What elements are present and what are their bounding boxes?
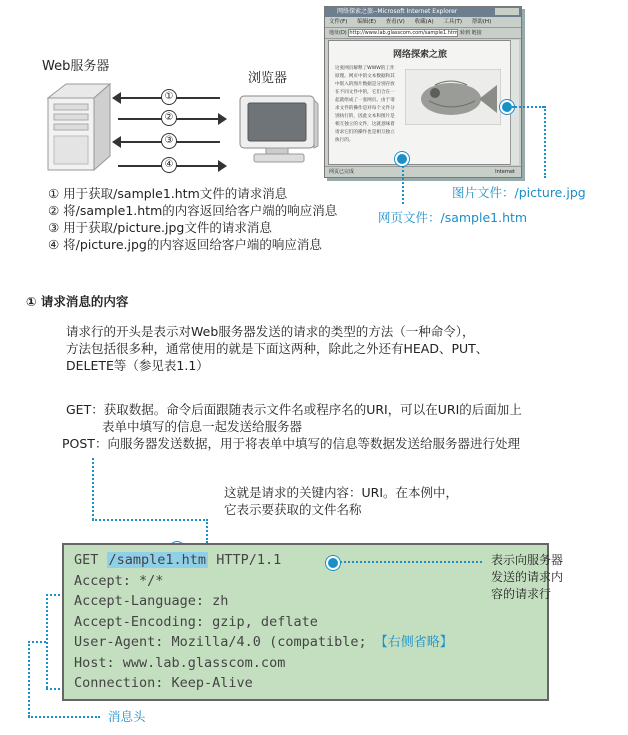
step-1: ① 用于获取/sample1.htm文件的请求消息 bbox=[48, 186, 288, 201]
page-body-text: 这张网页解释了WWW的工作原理。网页中的文本数据和其中嵌入的图片数据是分别存放在不同文件中的，它们合在一起就组成了一张网页。由于请求文件的操作是对每个文件分别执行的，因此文本和图片是相互独立的文件，这就意味着请求它们的操作也是相互独立执行的。 bbox=[335, 66, 395, 143]
browser-menubar bbox=[325, 17, 521, 28]
header-bracket-stub bbox=[28, 641, 46, 643]
header-connector-v bbox=[28, 641, 30, 717]
arrow-2-number: ② bbox=[161, 110, 177, 126]
go-button[interactable]: 转到 bbox=[459, 30, 470, 36]
picture-file-label: 图片文件：/picture.jpg bbox=[452, 185, 586, 200]
fish-picture bbox=[405, 69, 501, 125]
browser-window bbox=[324, 6, 522, 178]
browser-label: 浏览器 bbox=[248, 71, 288, 86]
user-agent-text: User-Agent: Mozilla/4.0 (compatible; bbox=[74, 634, 375, 650]
request-uri: /sample1.htm bbox=[108, 552, 207, 568]
arrow-1-number: ① bbox=[161, 89, 177, 105]
header-host: Host: www.lab.glasscom.com bbox=[74, 654, 286, 671]
step-4: ④ 将/picture.jpg的内容返回给客户端的响应消息 bbox=[48, 237, 322, 252]
step-2: ② 将/sample1.htm的内容返回给客户端的响应消息 bbox=[48, 203, 338, 218]
request-line-note-2: 发送的请求内 bbox=[491, 570, 564, 584]
uri-note-line-2: 它表示要获取的文件名称 bbox=[224, 502, 362, 517]
picture-connector-v bbox=[544, 106, 546, 178]
header-bracket-bottom bbox=[46, 688, 60, 690]
post-definition: POST：向服务器发送数据，用于将表单中填写的信息等数据发送给服务器进行处理 bbox=[62, 436, 520, 451]
arrow-2-head bbox=[218, 113, 227, 125]
request-version: HTTP/1.1 bbox=[208, 552, 282, 568]
browser-content bbox=[328, 40, 512, 165]
get-definition: GET：获取数据。命令后面跟随表示文件名或程序名的URI，可以在URI的后面加上 bbox=[66, 402, 522, 417]
header-note: 消息头 bbox=[108, 709, 146, 724]
request-line-marker-dot bbox=[326, 556, 340, 570]
request-line-connector bbox=[336, 561, 482, 563]
request-line bbox=[74, 550, 281, 571]
browser-titlebar bbox=[325, 7, 521, 17]
uri-connector-v bbox=[206, 519, 208, 543]
arrow-4-number: ④ bbox=[161, 157, 177, 173]
address-input[interactable]: http://www.lab.glasscom.com/sample1.htm bbox=[349, 29, 458, 36]
request-panel bbox=[62, 543, 552, 701]
header-connector-h bbox=[28, 716, 100, 718]
server-icon bbox=[44, 80, 114, 172]
header-bracket-v bbox=[46, 594, 48, 688]
picture-connector-h bbox=[512, 106, 544, 108]
header-bracket-top bbox=[46, 594, 60, 596]
omitted-note: 【右侧省略】 bbox=[374, 635, 453, 650]
status-zone: Internet bbox=[495, 169, 515, 175]
uri-note-line-1: 这就是请求的关键内容：URI。在本例中， bbox=[224, 485, 459, 500]
step-3: ③ 用于获取/picture.jpg文件的请求消息 bbox=[48, 220, 272, 235]
window-controls[interactable] bbox=[495, 8, 519, 15]
request-method: GET bbox=[74, 552, 107, 568]
paragraph-line-1: 请求行的开头是表示对Web服务器发送的请求的类型的方法（一种命令）， bbox=[66, 324, 475, 339]
header-user-agent bbox=[74, 632, 453, 654]
section-title: ① 请求消息的内容 bbox=[26, 294, 129, 309]
header-connection: Connection: Keep-Alive bbox=[74, 675, 253, 691]
links-label[interactable]: 链接 bbox=[471, 30, 482, 36]
top-connector-h bbox=[92, 519, 208, 521]
menu-edit[interactable]: 编辑(E) bbox=[357, 19, 376, 25]
arrow-3-number: ③ bbox=[161, 133, 177, 149]
arrow-1-head bbox=[112, 92, 121, 104]
header-accept-encoding: Accept-Encoding: gzip, deflate bbox=[74, 613, 318, 630]
arrow-3-head bbox=[112, 136, 121, 148]
paragraph-line-3: DELETE等（参见表1.1） bbox=[66, 358, 209, 373]
browser-addressbar bbox=[325, 28, 521, 39]
browser-title: 网络探索之旅--Microsoft Internet Explorer bbox=[337, 8, 458, 15]
top-connector-v bbox=[92, 458, 94, 520]
header-accept: Accept: */* bbox=[74, 572, 164, 589]
request-line-note-3: 容的请求行 bbox=[491, 587, 552, 601]
menu-file[interactable]: 文件(F) bbox=[329, 19, 348, 25]
menu-view[interactable]: 查看(V) bbox=[385, 19, 405, 25]
arrow-4-head bbox=[218, 160, 227, 172]
paragraph-line-2: 方法包括很多种，通常使用的就是下面这两种，除此之外还有HEAD、PUT、 bbox=[66, 341, 489, 356]
html-marker-dot bbox=[395, 152, 409, 166]
browser-statusbar bbox=[325, 166, 521, 177]
status-text: 网页已完成 bbox=[329, 169, 355, 175]
get-definition-cont: 表单中填写的信息一起发送给服务器 bbox=[102, 419, 303, 434]
menu-favorites[interactable]: 收藏(A) bbox=[414, 19, 434, 25]
address-label: 地址(D) bbox=[329, 30, 347, 36]
html-file-label: 网页文件：/sample1.htm bbox=[378, 210, 528, 225]
header-accept-language: Accept-Language: zh bbox=[74, 593, 229, 609]
request-line-note-1: 表示向服务器 bbox=[491, 553, 564, 567]
menu-help[interactable]: 帮助(H) bbox=[471, 19, 492, 25]
html-connector-v bbox=[402, 166, 404, 204]
web-server-label: Web服务器 bbox=[42, 59, 110, 74]
monitor-icon bbox=[238, 94, 320, 166]
page-heading: 网络探索之旅 bbox=[392, 50, 447, 60]
menu-tools[interactable]: 工具(T) bbox=[443, 19, 463, 25]
